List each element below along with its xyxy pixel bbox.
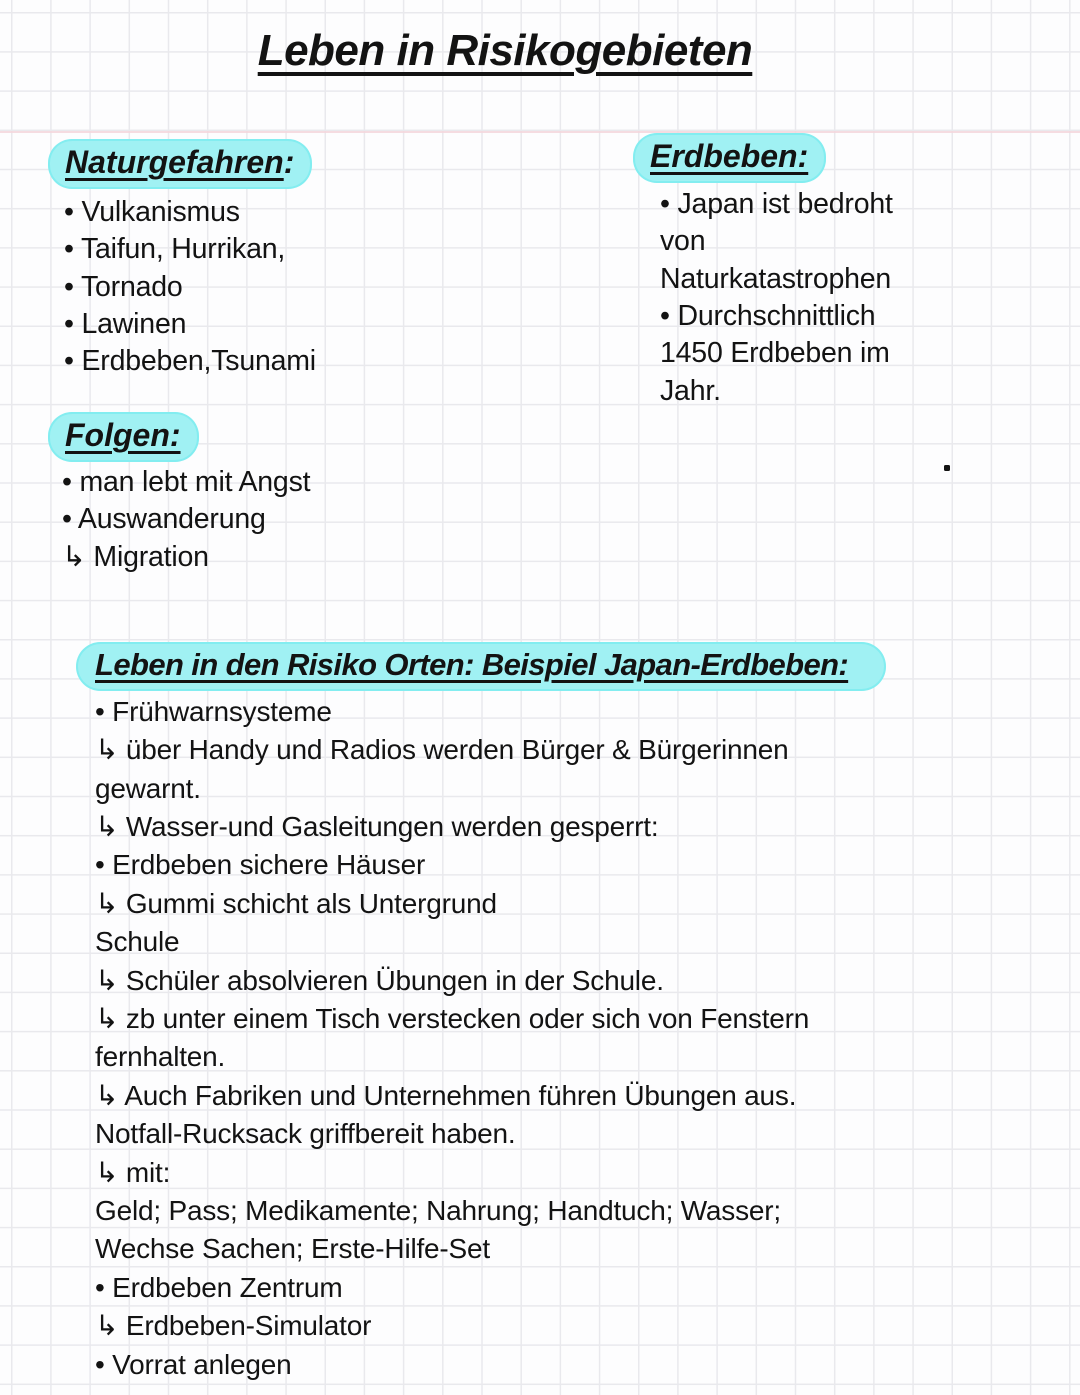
list-item: Jahr. <box>660 374 721 407</box>
list-item: Geld; Pass; Medikamente; Nahrung; Handtuch; Wasser; <box>95 1195 781 1226</box>
section-folgen <box>48 412 528 576</box>
section-erdbeben <box>633 133 963 410</box>
list-item: Notfall-Rucksack griffbereit haben. <box>95 1118 516 1150</box>
page-title: Leben in Risikogebieten <box>257 26 753 75</box>
list-item: ↳ mit: <box>95 1156 171 1188</box>
list-item: ↳ zb unter einem Tisch verstecken oder sich von Fenstern <box>95 1002 810 1034</box>
list-item: • Vulkanismus <box>64 195 240 228</box>
japan-erdbeben-list <box>95 693 1016 1384</box>
list-item: • Erdbeben Zentrum <box>95 1271 343 1303</box>
list-item: • Lawinen <box>64 308 187 341</box>
heading-folgen: Folgen: <box>48 412 199 462</box>
list-item: Schule <box>95 926 180 958</box>
list-item: • Erdbeben sichere Häuser <box>95 849 426 881</box>
erdbeben-list <box>660 186 963 410</box>
list-item: • Frühwarnsysteme <box>95 695 332 727</box>
list-item: • Auswanderung <box>62 503 266 536</box>
list-item: • man lebt mit Angst <box>62 465 311 498</box>
list-item: ↳ Migration <box>62 540 209 573</box>
list-item: ↳ über Handy und Radios werden Bürger & Bürgerinnen <box>95 734 789 766</box>
list-item: fernhalten. <box>95 1041 226 1073</box>
list-item: ↳ Schüler absolvieren Übungen in der Schule. <box>95 964 664 996</box>
list-item: • Erdbeben,Tsunami <box>64 345 316 378</box>
list-item: • Tornado <box>64 270 183 303</box>
list-item: ↳ Gummi schicht als Untergrund <box>95 887 497 919</box>
list-item: Wechse Sachen; Erste-Hilfe-Set <box>95 1233 490 1265</box>
list-item: • Japan ist bedroht <box>660 187 893 220</box>
heading-japan-erdbeben: Leben in den Risiko Orten: Beispiel Japan-Erdbeben: <box>76 642 886 691</box>
heading-naturgefahren-colon: : <box>283 144 295 180</box>
list-item: von <box>660 225 706 258</box>
list-item: ↳ Auch Fabriken und Unternehmen führen Übungen aus. <box>95 1079 797 1111</box>
heading-naturgefahren <box>48 139 312 189</box>
list-item: Naturkatastrophen <box>660 262 892 295</box>
list-item: ↳ Wasser-und Gasleitungen werden gesperrt: <box>95 810 659 842</box>
heading-erdbeben: Erdbeben: <box>633 133 826 183</box>
list-item: • Taifun, Hurrikan, <box>64 233 286 266</box>
list-item: gewarnt. <box>95 772 201 804</box>
heading-naturgefahren-text: Naturgefahren <box>65 144 284 180</box>
naturgefahren-list <box>64 194 528 381</box>
list-item: 1450 Erdbeben im <box>660 337 890 370</box>
list-item: • Vorrat anlegen <box>95 1348 292 1380</box>
list-item: • Durchschnittlich <box>660 300 876 333</box>
list-item: ↳ Erdbeben-Simulator <box>95 1310 372 1342</box>
section-japan-erdbeben <box>76 642 1016 1384</box>
folgen-list <box>62 464 528 576</box>
stray-ink-dot <box>944 465 950 471</box>
section-naturgefahren <box>48 139 528 381</box>
